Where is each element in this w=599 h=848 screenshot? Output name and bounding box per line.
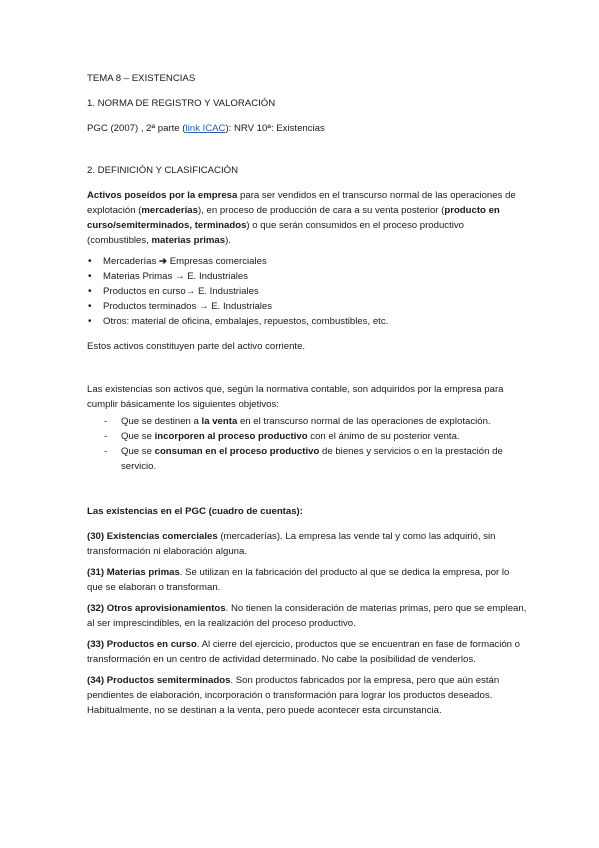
objective-bold: consuman en el proceso productivo [154,446,320,457]
account-code: (34) [87,675,105,686]
account-entry [87,529,527,559]
list-item [87,414,527,429]
section1-heading: 1. NORMA DE REGISTRO Y VALORACIÓN [87,98,276,109]
objective-pre: Que se [121,446,155,457]
objective-bold: incorporen al proceso productivo [154,431,308,442]
account-name: Productos semiterminados [106,675,231,686]
objective-post: en el transcurso normal de las operaciones de explotación. [237,416,491,427]
def-text-3: ) o que serán consumidos en el proceso productivo (combustibles, [87,220,465,246]
account-entry [87,637,527,667]
list-item-target: E. Industriales [211,301,273,312]
def-text-4: ). [225,235,231,246]
objective-post: de bienes y servicios o en la prestación de servicio. [121,446,503,472]
def-bold-4: materias primas [151,235,226,246]
objective-post: con el ánimo de su posterior venta. [307,431,460,442]
account-description: . La empresa las vende tal y como las adquirió, sin transformación ni elaboración alguna. [87,531,496,557]
objectives-intro: Las existencias son activos que, según la normativa contable, son adquiridos por la empresa para cumplir básicamente los siguientes objetivos: [87,384,504,410]
list-item-label: Otros: material de oficina, embalajes, repuestos, combustibles, etc. [103,316,389,327]
list-item [87,314,527,329]
account-entry [87,673,527,718]
definition-paragraph [87,188,527,248]
account-name: Productos en curso [106,639,197,650]
icac-link[interactable]: link ICAC [185,123,226,134]
def-text-1: para ser vendidos en el transcurso normal de las operaciones de explotación ( [87,190,516,216]
list-item-target: E. Industriales [187,271,249,282]
account-entry [87,601,527,631]
list-item [87,429,527,444]
account-code: (31) [87,567,105,578]
arrow-right-icon: → [199,301,209,312]
list-item-label: Productos terminados [103,301,197,312]
account-code: (33) [87,639,105,650]
list-item [87,254,527,269]
arrow-right-icon: → [174,271,185,282]
account-description: . No tienen la consideración de materias primas, pero que se emplean, al ser imprescindibles, en la realización del proceso productivo. [87,603,527,629]
account-description: . Son productos fabricados por la empresa, pero que aún están pendientes de elaboración, incorporación o transformación para lograr los productos deseados. Habitualmente, no se destinan a la venta, pero puede acontecer esta circunstancia. [87,675,500,716]
pgc-reference-pre: PGC (2007) , 2ª parte ( [87,123,186,134]
def-bold-1: Activos poseídos por la empresa [87,190,238,201]
objectives-list [87,414,527,474]
objective-bold: la venta [201,416,238,427]
account-extra: (mercaderías) [217,531,281,542]
account-name: Otros aprovisionamientos [106,603,226,614]
account-code: (30) [87,531,105,542]
document-body [87,70,527,724]
pgc-reference [87,121,527,136]
list-item-target: E. Industriales [197,286,259,297]
list-item [87,299,527,314]
account-description: . Al cierre del ejercicio, productos que se encuentran en fase de formación o transformación en un centro de actividad determinado. No cabe la posibilidad de venderlos. [87,639,521,665]
account-name: Existencias comerciales [106,531,218,542]
def-text-2: ), en proceso de producción de cara a su venta posterior ( [197,205,445,216]
document-title: TEMA 8 – EXISTENCIAS [87,73,196,84]
arrow-right-icon: → [185,286,196,297]
list-item-target: Empresas comerciales [169,256,267,267]
account-description: . Se utilizan en la fabricación del producto al que se dedica la empresa, por lo que se elaboran o transforman. [87,567,510,593]
current-asset-note: Estos activos constituyen parte del activo corriente. [87,341,306,352]
section2-heading: 2. DEFINICIÓN Y CLASIFICACIÓN [87,165,239,176]
account-code: (32) [87,603,105,614]
account-entry [87,565,527,595]
pgc-accounts-heading [87,504,527,519]
def-bold-2: mercaderías [141,205,198,216]
def-bold-3: producto en curso/semiterminados, terminados [87,205,500,231]
list-item-label: Productos en curso [103,286,186,297]
arrow-right-icon: ➔ [159,256,168,267]
list-item-label: Materias Primas [103,271,173,282]
list-item [87,269,527,284]
account-name: Materias primas [106,567,180,578]
classification-list [87,254,527,329]
pgc-reference-post: ): NRV 10ª: Existencias [225,123,325,134]
objective-pre: Que se [121,431,155,442]
list-item [87,284,527,299]
list-item-label: Mercaderías [103,256,157,267]
list-item [87,444,527,474]
objective-pre: Que se destinen a [121,416,202,427]
pgc-accounts-heading-text: Las existencias en el PGC (cuadro de cuentas): [87,506,303,517]
